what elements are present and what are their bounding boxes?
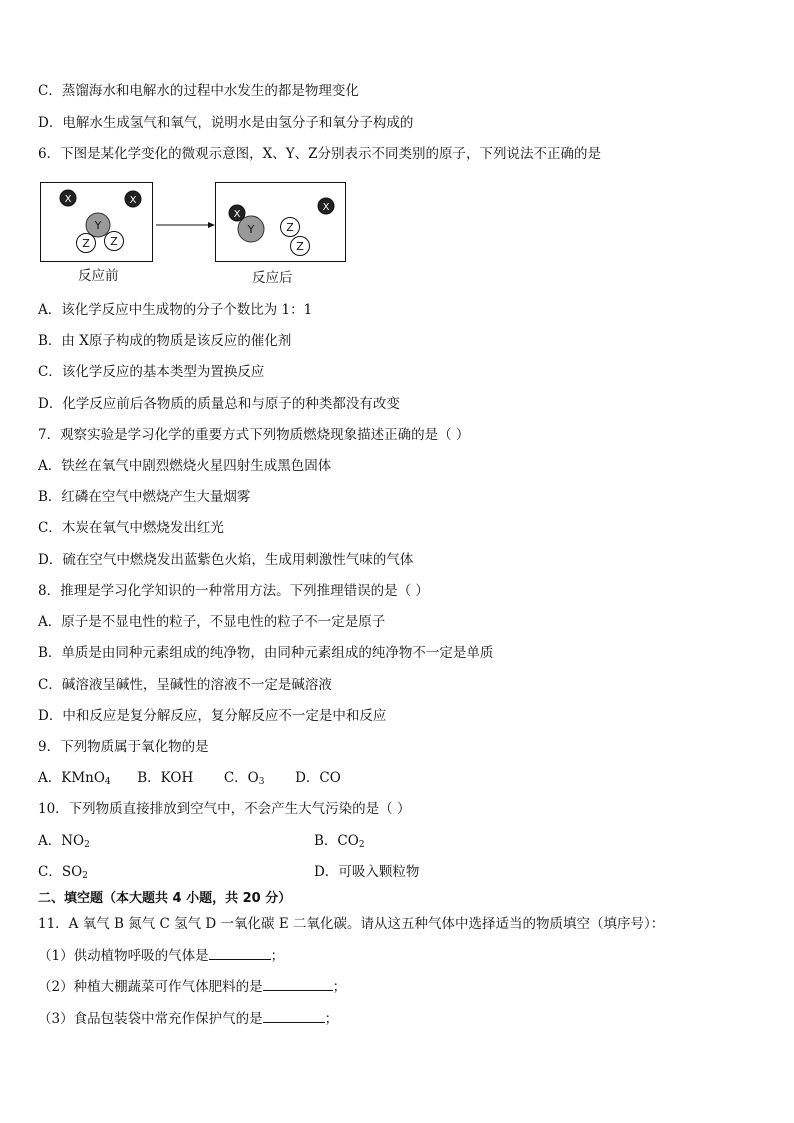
q5-option-d: D．电解水生成氢气和氧气，说明水是由氢分子和氧分子构成的	[38, 115, 414, 131]
before-atom-x-1	[60, 190, 76, 206]
svg-text:Z: Z	[296, 240, 304, 253]
svg-text:Z: Z	[286, 221, 294, 234]
q6-option-a: A．该化学反应中生成物的分子个数比为 1：1	[38, 302, 313, 318]
section-2-heading: 二、填空题（本大题共 4 小题，共 20 分）	[38, 891, 292, 906]
after-label: 反应后	[252, 270, 293, 286]
reaction-arrow	[156, 222, 215, 228]
answer-blank-1[interactable]	[209, 946, 271, 960]
svg-text:X: X	[64, 194, 72, 205]
q10-option-c: C．$SO_2$	[38, 864, 88, 881]
q11-part-1: （1）供动植物呼吸的气体是 ；	[38, 948, 285, 964]
svg-text:X: X	[233, 209, 241, 220]
q5-option-c: C．蒸馏海水和电解水的过程中水发生的都是物理变化	[38, 83, 359, 99]
q11-stem: 11．A 氧气 B 氮气 C 氢气 D 一氧化碳 E 二氧化碳。请从这五种气体中选择适当的物质填空（填序号）：	[38, 916, 665, 932]
q9-options	[38, 769, 341, 791]
q8-option-b: B．单质是由同种元素组成的纯净物，由同种元素组成的纯净物不一定是单质	[38, 645, 494, 661]
q7-option-d: D．硫在空气中燃烧发出蓝紫色火焰，生成用刺激性气味的气体	[38, 552, 414, 568]
q9-stem: 9．下列物质属于氧化物的是	[38, 739, 209, 755]
q7-stem: 7．观察实验是学习化学的重要方式下列物质燃烧现象描述正确的是（ ）	[38, 427, 470, 443]
q10-option-b: B．$CO_2$	[314, 833, 365, 850]
q11-part-3: （3）食品包装袋中常充作保护气的是 ；	[38, 1011, 339, 1027]
before-atom-x-2	[125, 191, 141, 207]
q8-option-d: D．中和反应是复分解反应，复分解反应不一定是中和反应	[38, 708, 387, 724]
q11-part-2: （2）种植大棚蔬菜可作气体肥料的是 ；	[38, 979, 347, 995]
q8-stem: 8．推理是学习化学知识的一种常用方法。下列推理错误的是（ ）	[38, 583, 429, 599]
q9-option-b: B．KOH	[137, 770, 194, 786]
after-atom-x	[318, 198, 334, 214]
before-label: 反应前	[78, 268, 119, 284]
q6-option-d: D．化学反应前后各物质的质量总和与原子的种类都没有改变	[38, 396, 400, 412]
q9-option-c: C．$O_3$	[223, 770, 265, 787]
q7-option-b: B．红磷在空气中燃烧产生大量烟雾	[38, 489, 251, 505]
q6-option-c: C．该化学反应的基本类型为置换反应	[38, 364, 265, 380]
q9-option-a: A．KMnO$_4$	[38, 770, 111, 787]
q8-option-a: A．原子是不显电性的粒子，不显电性的粒子不一定是原子	[38, 614, 386, 630]
q7-option-a: A．铁丝在氧气中剧烈燃烧火星四射生成黑色固体	[38, 458, 332, 474]
svg-text:Y: Y	[247, 223, 255, 236]
q10-option-a: A．$NO_2$	[38, 833, 90, 850]
q8-option-c: C．碱溶液呈碱性，呈碱性的溶液不一定是碱溶液	[38, 677, 332, 693]
q7-option-c: C．木炭在氧气中燃烧发出红光	[38, 520, 224, 536]
reaction-diagram	[40, 180, 350, 290]
svg-text:X: X	[129, 195, 137, 206]
svg-text:Z: Z	[110, 235, 118, 248]
reaction-diagram-svg	[40, 180, 350, 262]
svg-text:Z: Z	[82, 237, 90, 250]
q10-option-d: D．可吸入颗粒物	[314, 864, 420, 880]
q6-stem: 6．下图是某化学变化的微观示意图，X、Y、Z分别表示不同类别的原子，下列说法不正确的是	[38, 146, 601, 162]
q6-option-b: B．由 X原子构成的物质是该反应的催化剂	[38, 333, 292, 349]
answer-blank-2[interactable]	[263, 977, 333, 991]
answer-blank-3[interactable]	[263, 1009, 325, 1023]
svg-text:X: X	[322, 202, 330, 213]
svg-text:Y: Y	[94, 219, 102, 232]
q10-stem: 10．下列物质直接排放到空气中，不会产生大气污染的是（ ）	[38, 801, 411, 817]
q9-option-d: D．CO	[295, 770, 341, 786]
after-box	[216, 183, 346, 262]
